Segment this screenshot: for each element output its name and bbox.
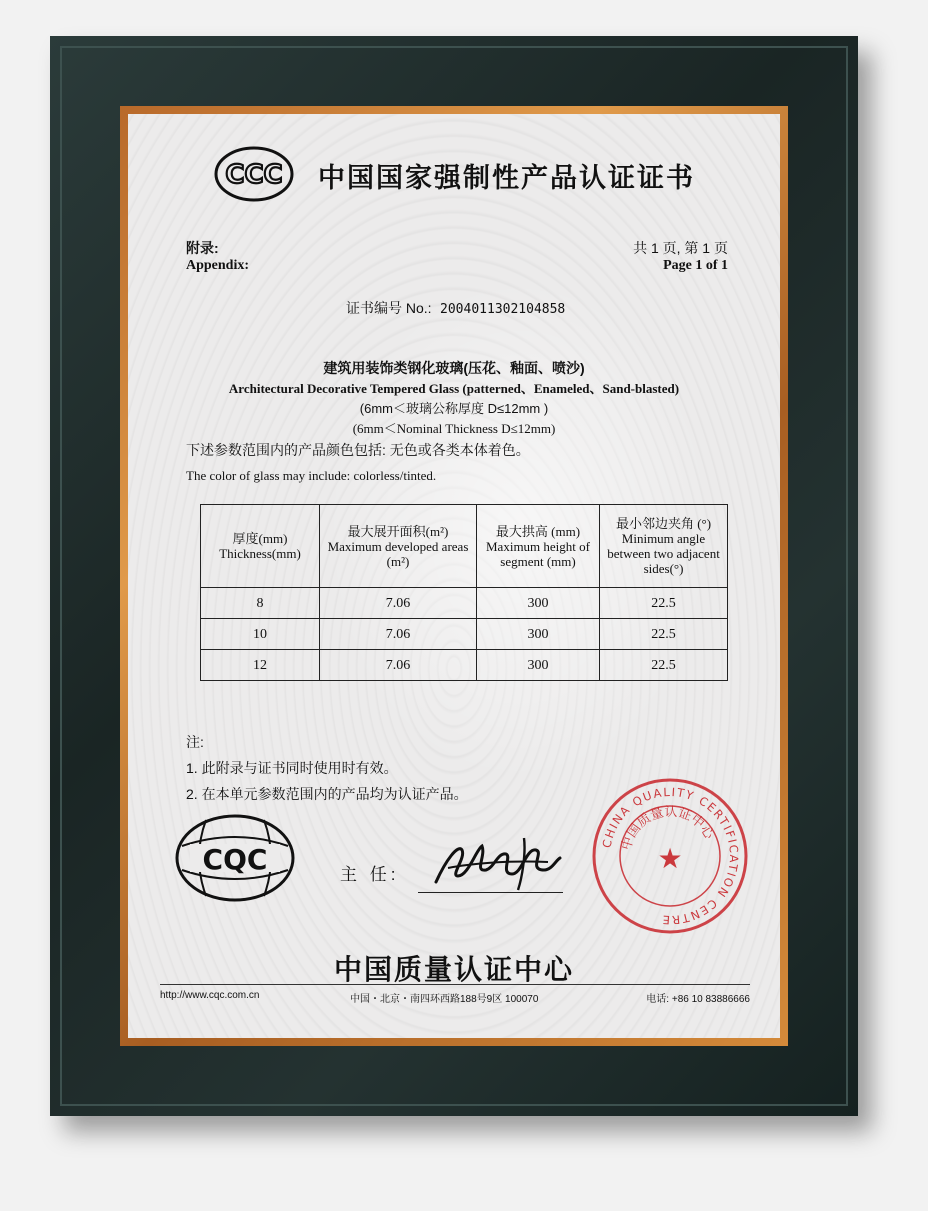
picture-frame: [50, 36, 858, 1116]
official-seal-stamp: [590, 776, 750, 936]
cqc-logo-icon: [172, 812, 298, 904]
footer-website[interactable]: http://www.cqc.com.cn: [160, 990, 260, 1001]
table-header-cell: [320, 505, 477, 588]
director-label: 主 任:: [340, 865, 400, 884]
table-header-cell: [600, 505, 728, 588]
header-cn: 厚度(mm): [232, 531, 288, 546]
certificate-title: 中国国家强制性产品认证证书: [318, 163, 695, 194]
notes-label: 注:: [186, 734, 204, 750]
footer-phone: 电话: +86 10 83886666: [646, 994, 750, 1005]
certificate-number-label: 证书编号 No.:: [346, 300, 432, 316]
certificate-number: 2004011302104858: [440, 302, 566, 317]
gold-mat: [120, 106, 788, 1046]
ccc-logo-icon: [214, 146, 294, 202]
product-name-cn: 建筑用装饰类钢化玻璃(压花、釉面、喷沙): [323, 360, 585, 376]
table-cell: 8: [201, 588, 320, 619]
ccc-logo-text: CCC: [225, 160, 283, 190]
product-name-en: Architectural Decorative Tempered Glass (patterned、Enameled、Sand-blasted): [228, 381, 680, 396]
header-cn: 最小邻边夹角 (°): [615, 516, 712, 531]
table-row: [201, 619, 728, 650]
appendix-label-cn: 附录:: [186, 240, 219, 256]
table-cell: 300: [477, 619, 600, 650]
header-cn: 最大拱高 (mm): [495, 523, 581, 539]
signature-line: [418, 892, 563, 893]
note-item: 1. 此附录与证书同时使用时有效。: [186, 760, 398, 776]
table-cell: 22.5: [600, 588, 728, 619]
table-header-cell: [201, 505, 320, 588]
thickness-range-cn: (6mm＜玻璃公称厚度 D≤12mm ): [359, 401, 549, 416]
table-cell: 12: [201, 650, 320, 681]
table-header-cell: [477, 505, 600, 588]
footer-address: 中国・北京・南四环西路188号9区 100070: [350, 994, 539, 1005]
seal-inner-text: 中国质量认证中心: [619, 804, 717, 853]
cqc-logo-text: CQC: [202, 843, 268, 876]
seal-outer-text: CHINA QUALITY CERTIFICATION CENTRE: [599, 784, 742, 928]
issuer-name: 中国质量认证中心: [333, 953, 574, 986]
table-row: [201, 588, 728, 619]
table-cell: 300: [477, 588, 600, 619]
footer-divider: [160, 984, 750, 985]
table-row: [201, 650, 728, 681]
page-count-cn: 共 1 页, 第 1 页: [633, 240, 728, 256]
table-cell: 7.06: [320, 588, 477, 619]
thickness-range-en: (6mm＜Nominal Thickness D≤12mm): [352, 421, 556, 436]
appendix-label-en: Appendix:: [186, 258, 250, 273]
header-cn: 最大展开面积(m²): [347, 523, 449, 539]
parameters-table: [200, 504, 728, 681]
page-count-en: Page 1 of 1: [663, 258, 728, 273]
table-cell: 300: [477, 650, 600, 681]
header-en: Minimum angle between two adjacent sides(°): [607, 531, 720, 576]
glass-color-cn: 下述参数范围内的产品颜色包括: 无色或各类本体着色。: [186, 442, 530, 458]
certificate-paper: [128, 114, 780, 1038]
table-cell: 7.06: [320, 650, 477, 681]
header-en: Maximum developed areas (m²): [327, 538, 469, 569]
certificate-number-row: [346, 298, 565, 318]
table-cell: 7.06: [320, 619, 477, 650]
table-cell: 22.5: [600, 650, 728, 681]
glass-color-en: The color of glass may include: colorless/tinted.: [186, 468, 437, 483]
director-signature: [428, 830, 568, 894]
table-header-row: [201, 505, 728, 588]
header-en: Maximum height of segment (mm): [486, 538, 590, 569]
svg-text:★: ★: [657, 842, 683, 875]
note-item: 2. 在本单元参数范围内的产品均为认证产品。: [186, 786, 468, 802]
table-cell: 10: [201, 619, 320, 650]
table-cell: 22.5: [600, 619, 728, 650]
header-en: Thickness(mm): [219, 546, 301, 561]
